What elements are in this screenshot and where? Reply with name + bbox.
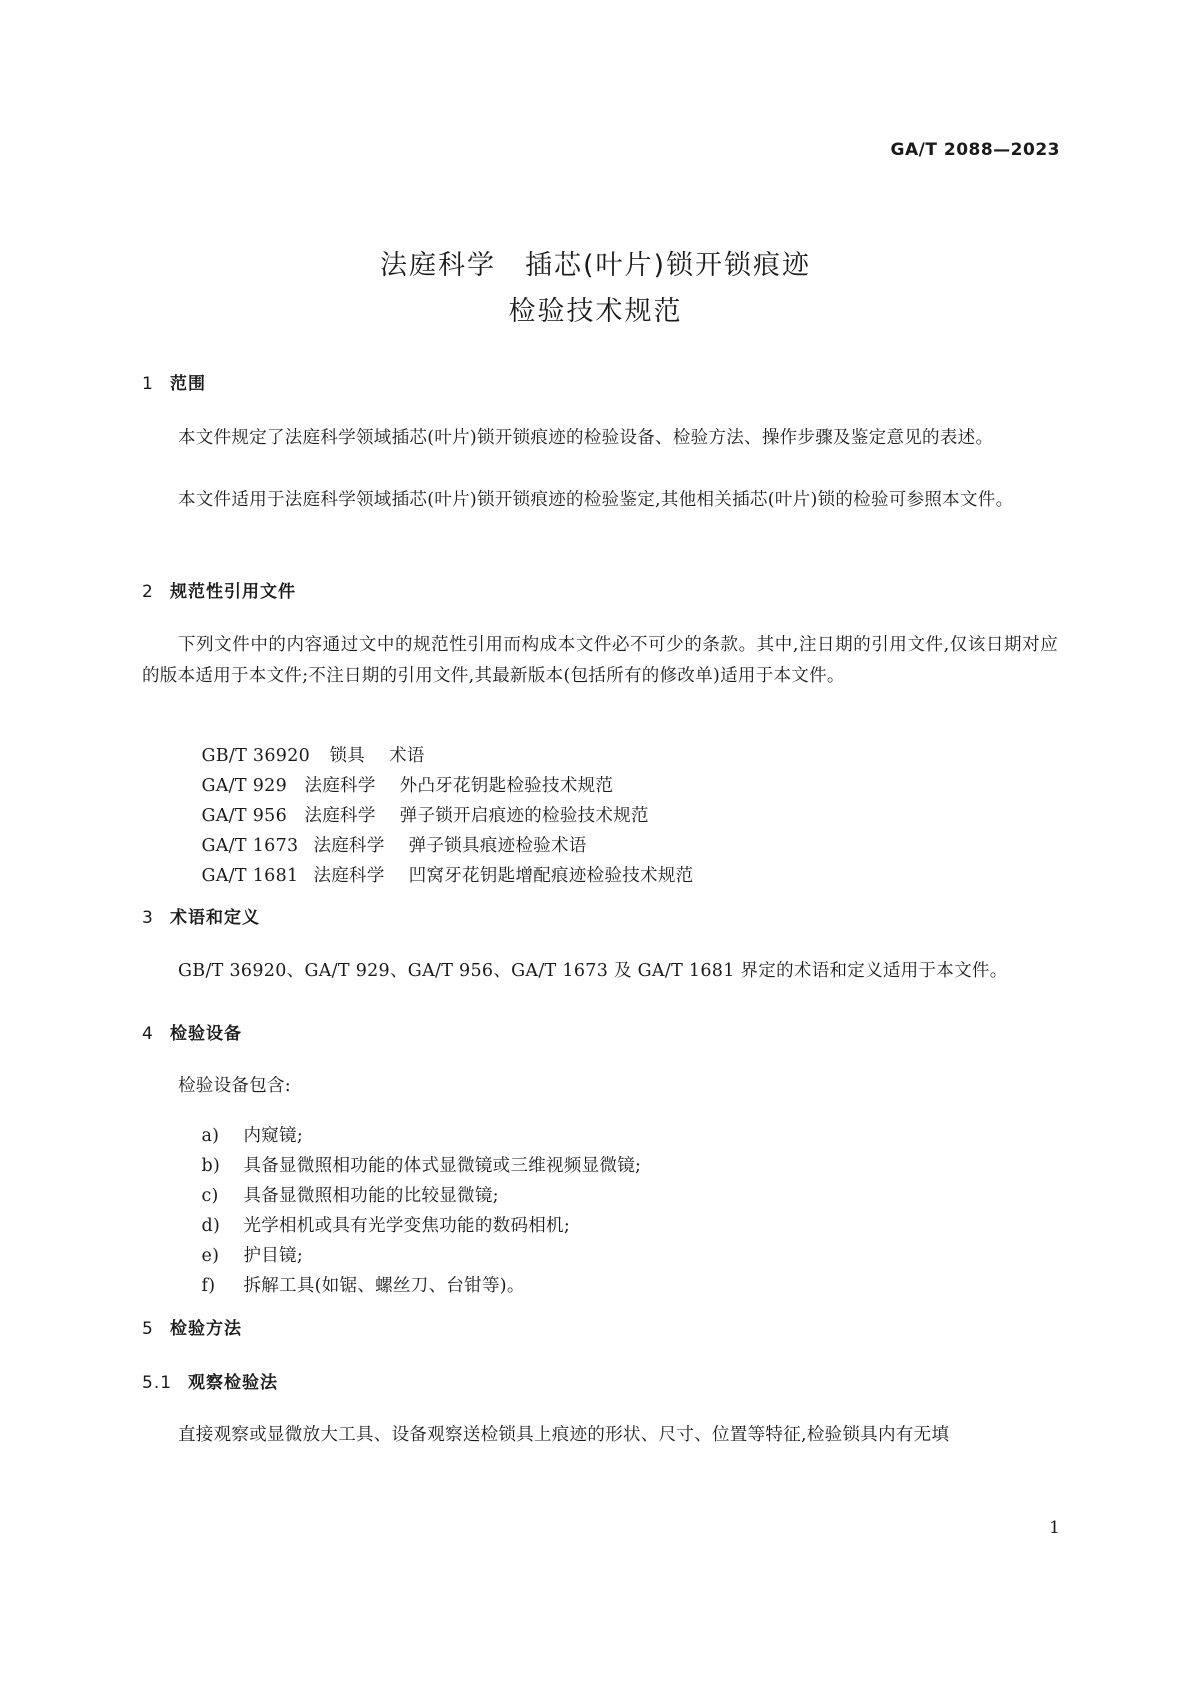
section-1-paragraph-1: 本文件规定了法庭科学领域插芯(叶片)锁开锁痕迹的检验设备、检验方法、操作步骤及鉴定意见的表述。 [178, 428, 994, 448]
section-2-heading [142, 577, 296, 602]
reference-title-part: 法庭科学 [304, 776, 376, 796]
list-text: 具备显微照相功能的体式显微镜或三维视频显微镜; [243, 1156, 642, 1176]
section-2-paragraph: 下列文件中的内容通过文中的规范性引用而构成本文件必不可少的条款。其中,注日期的引用文件,仅该日期对应的版本适用于本文件;不注日期的引用文件,其最新版本(包括所有的修改单)适用于本文件。 [142, 635, 1058, 686]
reference-title-part: 凹窝牙花钥匙增配痕迹检验技术规范 [408, 866, 694, 886]
section-1-paragraph-2: 本文件适用于法庭科学领域插芯(叶片)锁开锁痕迹的检验鉴定,其他相关插芯(叶片)锁的检验可参照本文件。 [178, 490, 1014, 510]
reference-title-part: 弹子锁开启痕迹的检验技术规范 [399, 806, 649, 826]
list-text: 护目镜; [243, 1246, 304, 1266]
list-marker: d) [201, 1216, 221, 1236]
reference-title-part: 术语 [389, 746, 425, 766]
section-title: 规范性引用文件 [170, 582, 296, 602]
section-number: 4 [142, 1024, 154, 1044]
document-title-line-1: 法庭科学 插芯(叶片)锁开锁痕迹 [379, 250, 812, 281]
section-3-paragraph: GB/T 36920、GA/T 929、GA/T 956、GA/T 1673 及 GA/T 1681 界定的术语和定义适用于本文件。 [178, 961, 1008, 981]
reference-code: GA/T 956 [201, 806, 288, 826]
section-1-heading [142, 369, 206, 394]
equipment-list-item [178, 1252, 525, 1317]
list-marker: f) [201, 1276, 216, 1296]
reference-code: GA/T 929 [201, 776, 288, 796]
section-5-1-paragraph: 直接观察或显微放大工具、设备观察送检锁具上痕迹的形状、尺寸、位置等特征,检验锁具内有无填 [178, 1425, 950, 1445]
section-number: 1 [142, 374, 154, 394]
reference-title-part: 弹子锁具痕迹检验术语 [408, 836, 587, 856]
list-text: 光学相机或具有光学变焦功能的数码相机; [243, 1216, 571, 1236]
reference-code: GA/T 1681 [201, 866, 299, 886]
reference-code: GA/T 1673 [201, 836, 299, 856]
reference-title-part: 锁具 [329, 746, 366, 766]
section-4-intro: 检验设备包含: [178, 1076, 291, 1096]
list-text: 具备显微照相功能的比较显微镜; [243, 1186, 499, 1206]
section-title: 术语和定义 [170, 908, 260, 928]
section-title: 观察检验法 [188, 1373, 278, 1393]
reference-code: GB/T 36920 [201, 746, 311, 766]
list-marker: e) [201, 1246, 220, 1266]
section-3-heading [142, 903, 260, 928]
list-text: 内窥镜; [243, 1126, 304, 1146]
section-title: 检验设备 [170, 1024, 242, 1044]
list-marker: b) [201, 1156, 221, 1176]
section-number: 5 [142, 1319, 154, 1339]
standard-code: GA/T 2088—2023 [890, 140, 1060, 160]
reference-title-part: 外凸牙花钥匙检验技术规范 [399, 776, 614, 796]
reference-title-part: 法庭科学 [313, 836, 385, 856]
list-text: 拆解工具(如锯、螺丝刀、台钳等)。 [243, 1276, 525, 1296]
page-number: 1 [1049, 1518, 1060, 1538]
section-number: 5.1 [142, 1373, 173, 1393]
section-title: 检验方法 [170, 1319, 242, 1339]
reference-title-part: 法庭科学 [313, 866, 385, 886]
section-number: 3 [142, 908, 154, 928]
reference-item [178, 842, 693, 907]
document-title-line-2: 检验技术规范 [508, 296, 683, 327]
section-title: 范围 [170, 374, 206, 394]
section-5-1-heading [142, 1368, 278, 1393]
section-number: 2 [142, 582, 154, 602]
section-4-heading [142, 1019, 242, 1044]
reference-title-part: 法庭科学 [304, 806, 376, 826]
section-5-heading [142, 1314, 242, 1339]
list-marker: a) [201, 1126, 220, 1146]
list-marker: c) [201, 1186, 219, 1206]
